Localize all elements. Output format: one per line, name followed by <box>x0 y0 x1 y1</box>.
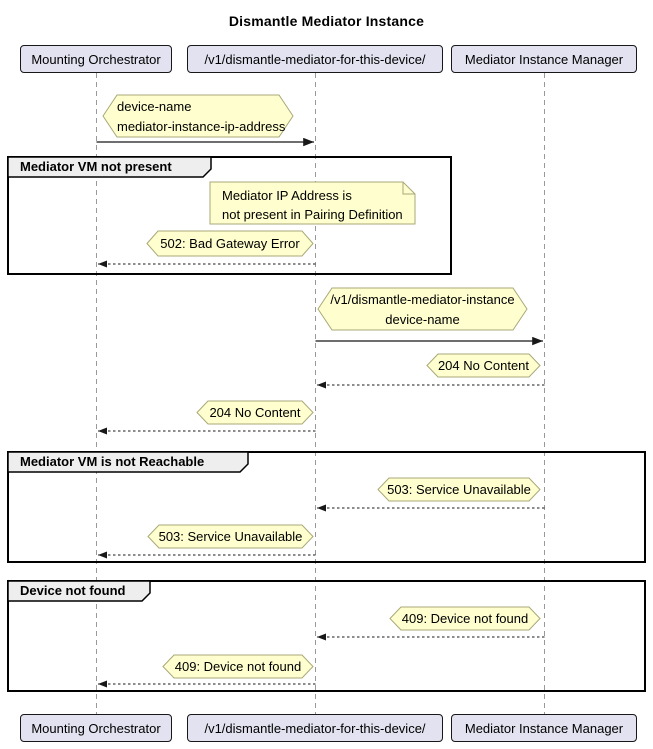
message-line: 204 No Content <box>209 405 301 420</box>
message-device-not-found-manager <box>390 607 540 630</box>
message-line: 503: Service Unavailable <box>387 482 531 497</box>
note-line: not present in Pairing Definition <box>222 207 403 222</box>
note-mediator-ip <box>222 186 403 224</box>
participant-top-dismantle-endpoint <box>187 45 443 73</box>
message-line: 204 No Content <box>437 358 530 373</box>
message-device-not-found-orchestrator <box>163 655 313 678</box>
message-line: /v1/dismantle-mediator-instance <box>330 291 515 307</box>
participant-label: Mounting Orchestrator <box>31 720 161 736</box>
participant-top-mounting-orchestrator <box>20 45 172 73</box>
participant-label: /v1/dismantle-mediator-for-this-device/ <box>204 51 426 67</box>
note-line: Mediator IP Address is <box>222 188 352 203</box>
message-line: device-name <box>117 98 192 114</box>
participant-bottom-mounting-orchestrator <box>20 714 172 742</box>
message-no-content-manager <box>427 354 540 377</box>
message-no-content-orchestrator <box>197 401 313 424</box>
group-label-device-not-found: Device not found <box>20 583 126 598</box>
participant-label: /v1/dismantle-mediator-for-this-device/ <box>204 720 426 736</box>
group-label-vm-not-present: Mediator VM not present <box>20 159 172 174</box>
message-service-unavailable-orchestrator <box>148 525 313 548</box>
participant-top-mediator-instance-manager <box>451 45 637 73</box>
message-line: 503: Service Unavailable <box>158 529 303 544</box>
message-line: 502: Bad Gateway Error <box>160 236 300 251</box>
participant-label: Mediator Instance Manager <box>464 720 624 736</box>
diagram-title: Dismantle Mediator Instance <box>228 13 425 29</box>
participant-label: Mediator Instance Manager <box>464 51 624 67</box>
participant-bottom-mediator-instance-manager <box>451 714 637 742</box>
message-service-unavailable-manager <box>378 478 540 501</box>
participant-bottom-dismantle-endpoint <box>187 714 443 742</box>
message-line: 409: Device not found <box>401 611 529 626</box>
message-bad-gateway <box>147 231 313 256</box>
message-line: device-name <box>385 311 460 327</box>
participant-label: Mounting Orchestrator <box>31 51 161 67</box>
message-dismantle-request <box>117 96 286 137</box>
message-line: 409: Device not found <box>174 659 302 674</box>
message-dismantle-instance <box>318 289 527 330</box>
group-label-vm-not-reachable: Mediator VM is not Reachable <box>20 454 205 469</box>
message-line: mediator-instance-ip-address <box>117 118 286 134</box>
